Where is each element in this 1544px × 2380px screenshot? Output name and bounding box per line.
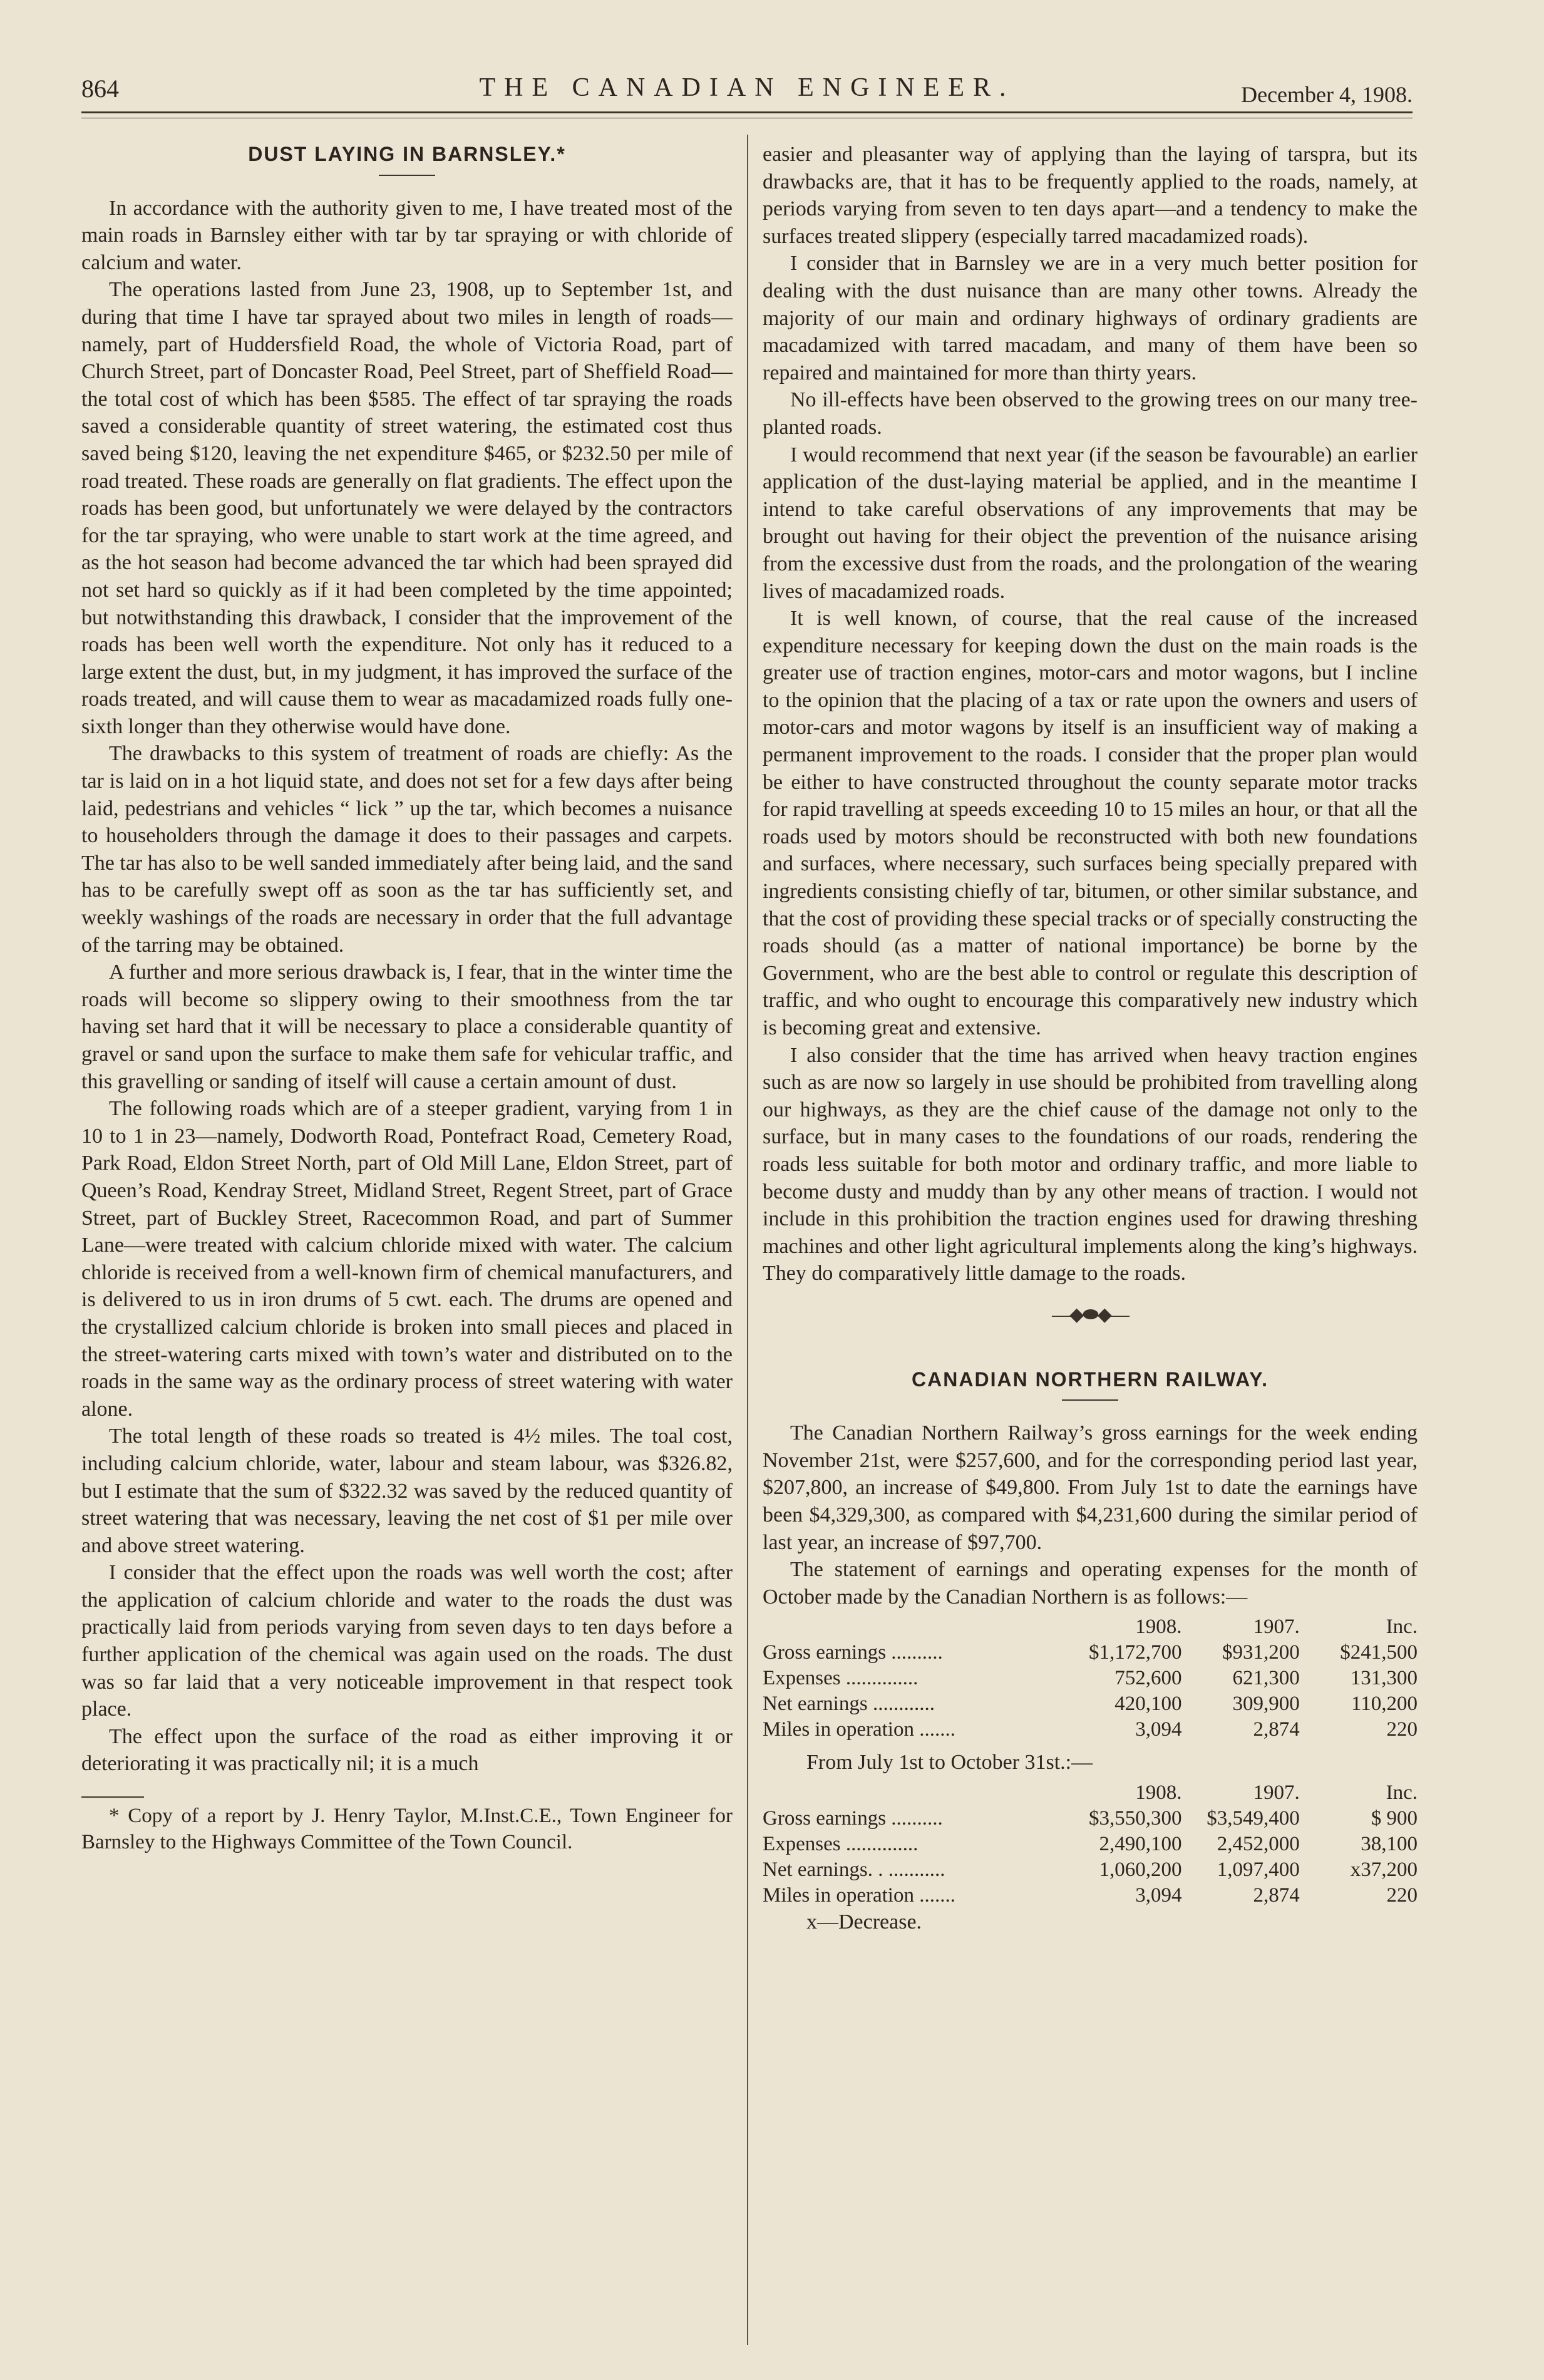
row-label: Gross earnings .......... <box>763 1806 943 1830</box>
table-cell: $1,172,700 <box>1088 1641 1182 1664</box>
column-header: 1908. <box>1135 1781 1182 1804</box>
table-cell: 220 <box>1386 1883 1418 1907</box>
article-paragraph: easier and pleasanter way of applying than the laying of tarspra, but its drawbacks are, that it has to be frequently applied to the roads, namely, at periods varying from seven to ten days apart—and a tendency to make the surfaces treated slippery (especially tarred macadamized roads). <box>763 143 1418 248</box>
page-number: 864 <box>81 75 119 103</box>
table-row <box>763 1883 1418 1909</box>
table-cell: 3,094 <box>1135 1718 1182 1741</box>
table-cell: 752,600 <box>1114 1667 1182 1690</box>
article-paragraph: A further and more serious drawback is, I fear, that in the winter time the roads will become so slippery owing to their smoothness from the tar having set hard that it will be necessary to place a considerable quantity of gravel or sand upon the surface to make them safe for vehicular traffic, and this gravelling or sanding of itself will cause a certain amount of dust. <box>81 961 733 1093</box>
header-rule-thick <box>81 111 1413 113</box>
article-paragraph: The operations lasted from June 23, 1908, up to September 1st, and during that time I have tar sprayed about two miles in length of roads—namely, part of Huddersfield Road, the whole of Victoria Road, part of Church Street, part of Doncaster Road, Peel Street, part of Sheffield Road—the total cost of which has been $585. The effect of tar spraying the roads saved a considerable quantity of street watering, the estimated cost thus saved being $120, leaving the net expenditure $465, or $232.50 per mile of road treated. These roads are generally on flat gradients. The effect upon the roads has been good, but unfortunately we were delayed by the contractors for the tar spraying, who were unable to start work at the time agreed, and as the hot season had become advanced the tar which had been sprayed did not set hard so quickly as if it had been completed by the time appointed; but notwithstanding this drawback, I consider that the improvement of the roads has been well worth the expenditure. Not only has it reduced to a large extent the dust, but, in my judgment, it has improved the surface of the roads treated, and will cause them to wear as macadamized roads fully one-sixth longer than they otherwise would have done. <box>81 278 733 738</box>
earnings-table-october <box>763 1614 1418 1743</box>
left-column <box>81 141 733 1855</box>
right-column <box>763 141 1418 1935</box>
table-cell: 2,452,000 <box>1217 1832 1300 1855</box>
footnote: * Copy of a report by J. Henry Taylor, M.Inst.C.E., Town Engineer for Barnsley to the Highways Committee of the Town Council. <box>81 1805 733 1854</box>
table-cell: $241,500 <box>1340 1641 1418 1664</box>
article-paragraph: In accordance with the authority given to me, I have treated most of the main roads in Barnsley either with tar by tar spraying or with chloride of calcium and water. <box>81 196 733 274</box>
article-paragraph: No ill-effects have been observed to the growing trees on our many tree-planted roads. <box>763 388 1418 439</box>
article-paragraph: The statement of earnings and operating expenses for the month of October made by the Canadian Northern is as follows:— <box>763 1558 1418 1609</box>
table-row <box>763 1806 1418 1831</box>
article-paragraph: The Canadian Northern Railway’s gross earnings for the week ending November 21st, were $257,600, and for the corresponding period last year, $207,800, an increase of $49,800. From July 1st to date the earnings have been $4,329,300, as compared with $4,231,600 during the similar period of last year, an increase of $97,700. <box>763 1421 1418 1554</box>
column-header: 1907. <box>1253 1781 1300 1804</box>
article-paragraph: I consider that in Barnsley we are in a very much better position for dealing with the dust nuisance than are many other towns. Already the majority of our main and ordinary highways of ordinary gradients are macadamized with tarred macadam, and many of them have been so repaired and maintained for more than thirty years. <box>763 252 1418 384</box>
table-cell: 621,300 <box>1232 1667 1300 1690</box>
table-cell: 220 <box>1386 1718 1418 1741</box>
earnings-table-july-october <box>763 1780 1418 1909</box>
table-row <box>763 1666 1418 1691</box>
table-cell: $931,200 <box>1222 1641 1300 1664</box>
table-cell: $3,549,400 <box>1207 1806 1300 1830</box>
table-cell: $3,550,300 <box>1088 1806 1182 1830</box>
article-paragraph: I would recommend that next year (if the season be favourable) an earlier application of the dust-laying material be applied, and in the meantime I intend to take careful observations of any improvements that may be brought out having for their object the prevention of the nuisance arising from the excessive dust from the roads, and the prolongation of the wearing lives of macadamized roads. <box>763 443 1418 603</box>
title-rule <box>379 175 435 176</box>
table-cell: $ 900 <box>1371 1806 1418 1830</box>
article-paragraph: I also consider that the time has arrived when heavy traction engines such as are now so largely in use should be prohibited from travelling along our highways, as they are the chief cause of the damage not only to the surface, but in many cases to the foundations of our roads, rendering the roads less suitable for both motor and ordinary traffic, and more liable to become dusty and muddy than by any other means of traction. I would not include in this prohibition the traction engines used for drawing threshing machines and other light agricultural implements along the king’s highways. They do comparatively little damage to the roads. <box>763 1043 1418 1285</box>
journal-title: THE CANADIAN ENGINEER. <box>479 73 1015 102</box>
column-divider <box>747 135 748 2345</box>
table-cell: 3,094 <box>1135 1883 1182 1907</box>
column-header: 1907. <box>1253 1615 1300 1639</box>
row-label: Gross earnings .......... <box>763 1641 943 1664</box>
issue-date: December 4, 1908. <box>1241 82 1413 107</box>
article-title-canadian-northern: CANADIAN NORTHERN RAILWAY. <box>912 1368 1269 1391</box>
table-row <box>763 1691 1418 1717</box>
article-paragraph: The drawbacks to this system of treatment of roads are chiefly: As the tar is laid on in a hot liquid state, and does not set for a few days after being laid, pedestrians and vehicles “ lick ” up the tar, which becomes a nuisance to householders through the damage it does to their passages and carpets. The tar has also to be well sanded immediately after being laid, and the sand has to be carefully swept off as soon as the tar has sufficiently set, and weekly washings of the roads are necessary in order that the full advantage of the tarring may be obtained. <box>81 742 733 957</box>
column-header: Inc. <box>1386 1781 1418 1804</box>
period-label: From July 1st to October 31st.:— <box>806 1751 1093 1775</box>
table-cell: 2,874 <box>1253 1883 1300 1907</box>
section-ornament: —◆⬬◆— <box>1052 1304 1128 1325</box>
row-label: Expenses .............. <box>763 1667 919 1690</box>
article-title-dust-laying: DUST LAYING IN BARNSLEY.* <box>248 143 566 165</box>
row-label: Net earnings ............ <box>763 1692 935 1716</box>
column-header: 1908. <box>1135 1615 1182 1639</box>
row-label: Miles in operation ....... <box>763 1718 955 1741</box>
table-header-row <box>763 1614 1418 1640</box>
article-paragraph: The effect upon the surface of the road as either improving it or deteriorating it was practically nil; it is a much <box>81 1724 733 1776</box>
table-cell: 1,060,200 <box>1099 1858 1182 1881</box>
table-row <box>763 1717 1418 1743</box>
table-cell: x37,200 <box>1350 1858 1418 1881</box>
row-label: Expenses .............. <box>763 1832 919 1855</box>
table-cell: 420,100 <box>1114 1692 1182 1716</box>
table-cell: 2,874 <box>1253 1718 1300 1741</box>
column-header: Inc. <box>1386 1615 1418 1639</box>
article-paragraph: The following roads which are of a steeper gradient, varying from 1 in 10 to 1 in 23—namely, Dodworth Road, Pontefract Road, Cemetery Road, Park Road, Eldon Street North, part of Old Mill Lane, Eldon Street, part of Queen’s Road, Kendray Street, Midland Street, Regent Street, part of Grace Street, part of Buckley Street, Racecommon Road, and part of Summer Lane—were treated with calcium chloride mixed with water. The calcium chloride is received from a well-known firm of chemical manufacturers, and is delivered to us in iron drums of 5 cwt. each. The drums are opened and the crystallized calcium chloride is broken into small pieces and placed in the street-watering carts mixed with town’s water and distributed on to the roads in the same way as the ordinary process of street watering with water alone. <box>81 1097 733 1421</box>
table-row <box>763 1640 1418 1666</box>
table-row <box>763 1857 1418 1883</box>
table-cell: 110,200 <box>1351 1692 1418 1716</box>
table-header-row <box>763 1780 1418 1806</box>
table-row <box>763 1831 1418 1857</box>
running-header <box>81 69 1413 113</box>
article-paragraph: It is well known, of course, that the real cause of the increased expenditure necessary for keeping down the dust on the main roads is the greater use of traction engines, motor-cars and motor wagons, but I incline to the opinion that the placing of a tax or rate upon the owners and users of motor-cars and motor wagons by itself is an insufficient way of making a permanent improvement to the roads. I consider that the proper plan would be either to have constructed throughout the county separate motor tracks for rapid travelling at speeds exceeding 10 to 15 miles an hour, or that all the roads used by motors should be reconstructed with both new foundations and surfaces, where necessary, such surfaces being specially prepared with ingredients consisting chiefly of tar, bitumen, or other similar substance, and that the cost of providing these special tracks or of specially constructing the roads should (as a matter of national importance) be borne by the Government, who are the best able to control or regulate this description of traffic, and who ought to encourage this comparatively new industry which is becoming great and extensive. <box>763 607 1418 1039</box>
title-rule <box>1062 1399 1118 1401</box>
article-paragraph: I consider that the effect upon the roads was well worth the cost; after the application of calcium chloride and water to the roads the dust was practically laid from periods varying from seven days to ten days before a further application of the chemical was again used on the roads. The dust was so far laid that a very noticeable improvement in that respect took place. <box>81 1561 733 1721</box>
table-cell: 309,900 <box>1232 1692 1300 1716</box>
row-label: Net earnings. . ........... <box>763 1858 945 1881</box>
footnote-rule <box>81 1796 144 1798</box>
decrease-note: x—Decrease. <box>806 1910 922 1934</box>
table-cell: 38,100 <box>1361 1832 1418 1855</box>
table-cell: 2,490,100 <box>1099 1832 1182 1855</box>
article-paragraph: The total length of these roads so treated is 4½ miles. The toal cost, including calcium chloride, water, labour and steam labour, was $326.82, but I estimate that the sum of $322.32 was saved by the reduced quantity of street watering that was necessary, leaving the net cost of $1 per mile over and above street watering. <box>81 1424 733 1557</box>
row-label: Miles in operation ....... <box>763 1883 955 1907</box>
table-cell: 1,097,400 <box>1217 1858 1300 1881</box>
table-cell: 131,300 <box>1350 1667 1418 1690</box>
